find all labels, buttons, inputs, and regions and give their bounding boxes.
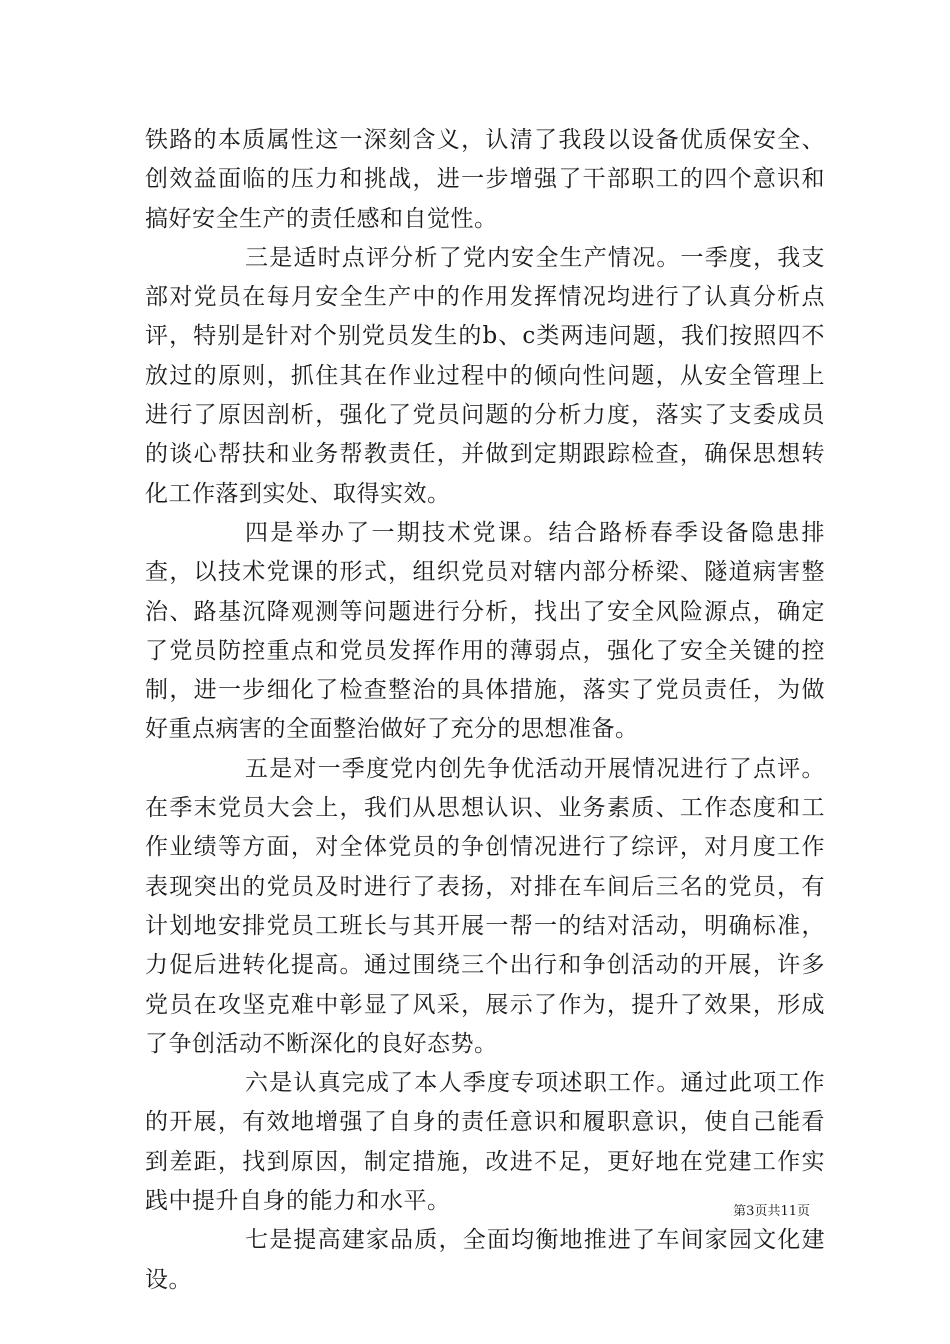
paragraph: 五是对一季度党内创先争优活动开展情况进行了点评。在季末党员大会上，我们从思想认识、业务素质、工作态度和工作业绩等方面，对全体党员的争创情况进行了综评，对月度工作表现突出的党员及时进行了表扬，对排在车间后三名的党员，有计划地安排党员工班长与其开展一帮一的结对活动，明确标准，力促后进转化提高。通过围绕三个出行和争创活动的开展，许多党员在攻坚克难中彰显了风采，展示了作为，提升了效果，形成了争创活动不断深化的良好态势。 bbox=[145, 755, 825, 1057]
document-body bbox=[145, 121, 825, 1300]
paragraph: 六是认真完成了本人季度专项述职工作。通过此项工作的开展，有效地增强了自身的责任意识和履职意识，使自己能看到差距，找到原因，制定措施，改进不足，更好地在党建工作实践中提升自身的能力和水平。 bbox=[145, 1070, 825, 1215]
paragraph: 四是举办了一期技术党课。结合路桥春季设备隐患排查，以技术党课的形式，组织党员对辖内部分桥梁、隧道病害整治、路基沉降观测等问题进行分析，找出了安全风险源点，确定了党员防控重点和党员发挥作用的薄弱点，强化了安全关键的控制，进一步细化了检查整治的具体措施，落实了党员责任，为做好重点病害的全面整治做好了充分的思想准备。 bbox=[145, 519, 825, 743]
paragraph: 三是适时点评分析了党内安全生产情况。一季度，我支部对党员在每月安全生产中的作用发挥情况均进行了认真分析点评，特别是针对个别党员发生的b、c类两违问题，我们按照四不放过的原则，抓住其在作业过程中的倾向性问题，从安全管理上进行了原因剖析，强化了党员问题的分析力度，落实了支委成员的谈心帮扶和业务帮教责任，并做到定期跟踪检查，确保思想转化工作落到实处、取得实效。 bbox=[145, 244, 825, 507]
page-number-footer: 第3页共11页 bbox=[733, 1204, 810, 1219]
paragraph: 七是提高建家品质，全面均衡地推进了车间家园文化建设。 bbox=[145, 1227, 825, 1293]
paragraph: 铁路的本质属性这一深刻含义，认清了我段以设备优质保安全、创效益面临的压力和挑战，进一步增强了干部职工的四个意识和搞好安全生产的责任感和自觉性。 bbox=[145, 127, 825, 232]
